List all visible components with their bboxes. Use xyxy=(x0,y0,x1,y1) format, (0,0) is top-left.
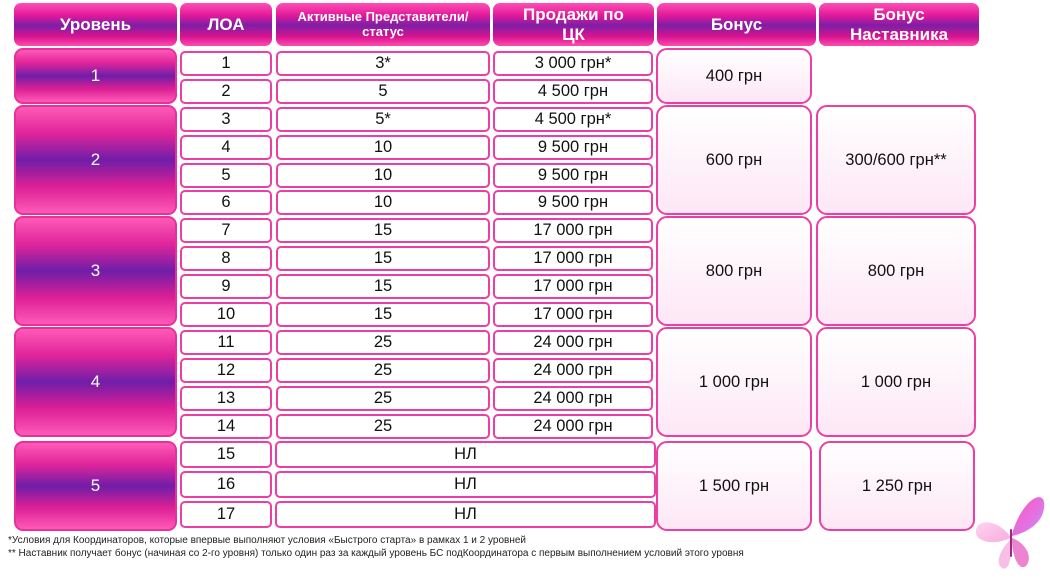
active-cell: 3* xyxy=(276,51,490,76)
footnote-2: ** Наставник получает бонус (начиная со 2-го уровня) только один раз за каждый уровень БС подКоординатора с первым выполнением условий этого уровня xyxy=(8,548,744,559)
level-cell: 1 xyxy=(14,48,177,104)
loa-cell: 4 xyxy=(180,135,272,160)
mentor-bonus-cell: 1 000 грн xyxy=(816,327,976,437)
sales-cell: 3 000 грн* xyxy=(493,51,653,76)
active-cell: 15 xyxy=(276,218,490,243)
loa-cell: 3 xyxy=(180,107,272,132)
sales-cell: 24 000 грн xyxy=(493,414,653,439)
mentor-bonus-cell: 300/600 грн** xyxy=(816,105,976,215)
loa-cell: 10 xyxy=(180,302,272,327)
level-cell: 3 xyxy=(14,216,177,326)
sales-cell: 17 000 грн xyxy=(493,274,653,299)
active-cell: 10 xyxy=(276,135,490,160)
nl-cell: НЛ xyxy=(275,441,656,468)
sales-cell: 24 000 грн xyxy=(493,386,653,411)
butterfly-icon xyxy=(972,490,1046,576)
active-cell: 15 xyxy=(276,274,490,299)
active-cell: 25 xyxy=(276,386,490,411)
active-cell: 15 xyxy=(276,302,490,327)
active-cell: 10 xyxy=(276,163,490,188)
active-cell: 10 xyxy=(276,190,490,215)
sales-cell: 17 000 грн xyxy=(493,246,653,271)
loa-cell: 16 xyxy=(180,471,272,498)
loa-cell: 2 xyxy=(180,79,272,104)
bonus-cell: 1 000 грн xyxy=(656,327,812,437)
level-cell: 2 xyxy=(14,105,177,215)
sales-cell: 9 500 грн xyxy=(493,190,653,215)
active-cell: 25 xyxy=(276,330,490,355)
sales-cell: 17 000 грн xyxy=(493,218,653,243)
level-cell: 5 xyxy=(14,441,177,531)
header-bonus: Бонус xyxy=(657,3,816,46)
header-sales: Продажи по ЦК xyxy=(493,3,654,46)
level-cell: 4 xyxy=(14,327,177,437)
loa-cell: 7 xyxy=(180,218,272,243)
nl-cell: НЛ xyxy=(275,501,656,528)
bonus-cell: 800 грн xyxy=(656,216,812,326)
active-cell: 15 xyxy=(276,246,490,271)
loa-cell: 8 xyxy=(180,246,272,271)
loa-cell: 1 xyxy=(180,51,272,76)
loa-cell: 11 xyxy=(180,330,272,355)
header-level: Уровень xyxy=(14,3,177,46)
loa-cell: 14 xyxy=(180,414,272,439)
sales-cell: 24 000 грн xyxy=(493,330,653,355)
loa-cell: 6 xyxy=(180,190,272,215)
bonus-cell: 1 500 грн xyxy=(656,441,812,531)
active-cell: 25 xyxy=(276,414,490,439)
loa-cell: 13 xyxy=(180,386,272,411)
mentor-bonus-cell: 1 250 грн xyxy=(819,441,975,531)
header-loa: ЛОА xyxy=(180,3,272,46)
loa-cell: 15 xyxy=(180,441,272,468)
sales-cell: 17 000 грн xyxy=(493,302,653,327)
footnote-1: *Условия для Координаторов, которые впервые выполняют условия «Быстрого старта» в рамках 1 и 2 уровней xyxy=(8,535,527,546)
header-mentor-bonus: Бонус Наставника xyxy=(819,3,979,46)
mentor-bonus-cell: 800 грн xyxy=(816,216,976,326)
bonus-cell: 400 грн xyxy=(656,48,812,104)
loa-cell: 17 xyxy=(180,501,272,528)
nl-cell: НЛ xyxy=(275,471,656,498)
active-cell: 5* xyxy=(276,107,490,132)
loa-cell: 12 xyxy=(180,358,272,383)
sales-cell: 4 500 грн* xyxy=(493,107,653,132)
active-cell: 25 xyxy=(276,358,490,383)
sales-cell: 4 500 грн xyxy=(493,79,653,104)
active-cell: 5 xyxy=(276,79,490,104)
sales-cell: 9 500 грн xyxy=(493,163,653,188)
sales-cell: 9 500 грн xyxy=(493,135,653,160)
header-active-representatives: Активные Представители/статус xyxy=(276,3,490,46)
sales-cell: 24 000 грн xyxy=(493,358,653,383)
loa-cell: 5 xyxy=(180,163,272,188)
loa-cell: 9 xyxy=(180,274,272,299)
bonus-cell: 600 грн xyxy=(656,105,812,215)
